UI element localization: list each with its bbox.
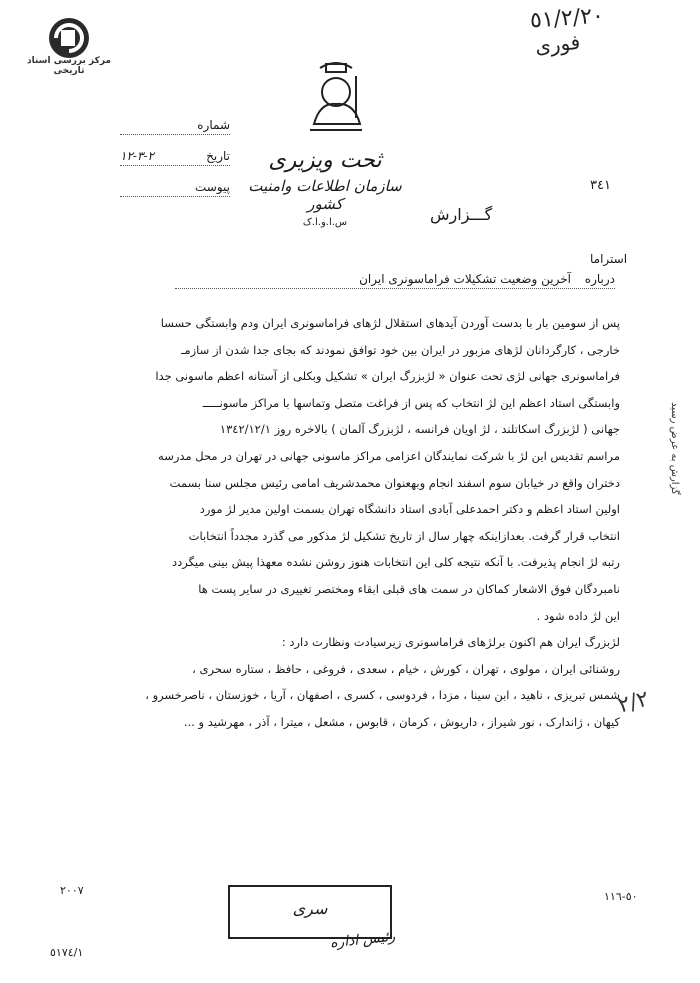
reference-number: ٣٤١ xyxy=(590,178,611,193)
margin-handwritten-note: گزارش به عرض رسید xyxy=(669,402,680,495)
subject-line xyxy=(175,272,615,289)
body-line: پس از سومین بار با بدست آوردن آیدهای استقلال لژهای فراماسونری ایران ودم وابستگی حسسا xyxy=(160,316,620,330)
body-line: رتبه لژ انجام پذیرفت. با آنکه نتیجه کلی این انتخابات هنوز روشن نشده معهذا پیش بینی میگردد xyxy=(171,555,620,570)
subject-label: درباره xyxy=(584,272,615,286)
lion-and-sun-emblem-icon xyxy=(300,58,372,138)
report-body xyxy=(20,310,620,736)
date-value: ٢-٣-١٢ xyxy=(120,149,154,163)
middle-left-code: ٢٠٠٧ xyxy=(60,884,84,897)
body-line: نامبردگان فوق الاشعار کماکان در سمت های قبلی ابقاء ومختصر تغییری در سایر پست ها xyxy=(198,581,620,596)
body-line: روشنائی ایران ، مولوی ، تهران ، کورش ، خیام ، سعدی ، فروغی ، حافظ ، ستاره سحری ، xyxy=(192,661,620,676)
document-meta xyxy=(120,118,230,211)
body-line: شمس تبریزی ، ناهید ، ابن سینا ، مزدا ، فردوسی ، کسری ، اصفهان ، آریا ، خوزستان ، ناصرخسرو ، xyxy=(145,688,620,703)
report-title: گـــزارش xyxy=(430,205,493,224)
stamp-text: سری xyxy=(292,899,328,918)
body-line: دختران واقع در خیابان سوم اسفند انجام وبهعنوان محمدشریف امامی رئیس مجلس سنا بسمت xyxy=(169,475,620,490)
body-line: اولین استاد اعظم و دکتر احمدعلی آبادی استاد دانشگاه تهران بسمت اولین مدیر لژ مورد xyxy=(199,502,620,517)
number-label: شماره xyxy=(197,118,230,132)
date-label: تاریخ xyxy=(206,149,230,163)
body-line: وابستگی استاد اعظم این لژ انتخاب که پس از فراغت متصل وتماسها با مراکز ماسونـــــ xyxy=(202,395,620,410)
bottom-left-code: ٥١٧٤/١ xyxy=(50,946,84,959)
body-line: انتخاب قرار گرفت. بعدازاینکه چهار سال از تاریخ تشکیل لژ مذکور می گذرد مجدداً انتخابات xyxy=(188,528,620,543)
body-line: این لژ داده شود . xyxy=(536,608,620,623)
subject-text: آخرین وضعیت تشکیلات فراماسونری ایران xyxy=(359,272,571,286)
organization-header xyxy=(230,148,420,228)
org-abbrev: س.ا.و.ا.ک xyxy=(302,217,348,228)
meta-attachment-row xyxy=(120,180,230,197)
body-line: خارجی ، کارگردانان لژهای مزبور در ایران بین خود توافق نمودند که بجای جدا شدن از سازمـ xyxy=(181,342,620,357)
body-line: کیهان ، ژاندارک ، نور شیراز ، داریوش ، کرمان ، قابوس ، مشعل ، میترا ، آذر ، مهرشید و ... xyxy=(183,714,620,729)
handwritten-note: فوری xyxy=(533,29,582,59)
signature: رئیس اداره xyxy=(329,928,396,952)
bottom-right-code: ٥٠-١١٦ xyxy=(604,890,638,903)
body-line: جهانی ( لژبزرگ اسکاتلند ، لژ اویان فرانسه ، لژبزرگ آلمان ) بالاخره روز ١٣٤٢/١٢/١ xyxy=(219,422,620,437)
department-label: استراما xyxy=(590,252,628,266)
meta-number-row xyxy=(120,118,230,135)
body-line: فراماسونری جهانی لژی تحت عنوان « لژبزرگ ایران » تشکیل وبکلی از آستانه اعظم ماسونی جدا xyxy=(155,369,620,384)
archive-logo-text: مرکز بررسی اسناد تاریخی xyxy=(27,56,111,76)
body-line: لژبزرگ ایران هم اکنون برلژهای فراماسونری زیرسیادت ونظارت دارد : xyxy=(281,635,620,650)
meta-date-row xyxy=(120,149,230,166)
body-line: مراسم تقدیس این لژ با شرکت نمایندگان اعزامی مراکز ماسونی جهانی در تهران در محل مدرسه xyxy=(158,448,620,463)
org-title: ثحت ویزیری xyxy=(268,148,382,173)
org-name: سازمان اطلاعات وامنیت کشور xyxy=(248,177,402,213)
margin-handwritten-mark: ٢/٢ xyxy=(615,686,652,719)
attachment-label: پیوست xyxy=(195,180,230,194)
handwritten-date: ٥١/٢/٢٠ xyxy=(529,3,605,34)
